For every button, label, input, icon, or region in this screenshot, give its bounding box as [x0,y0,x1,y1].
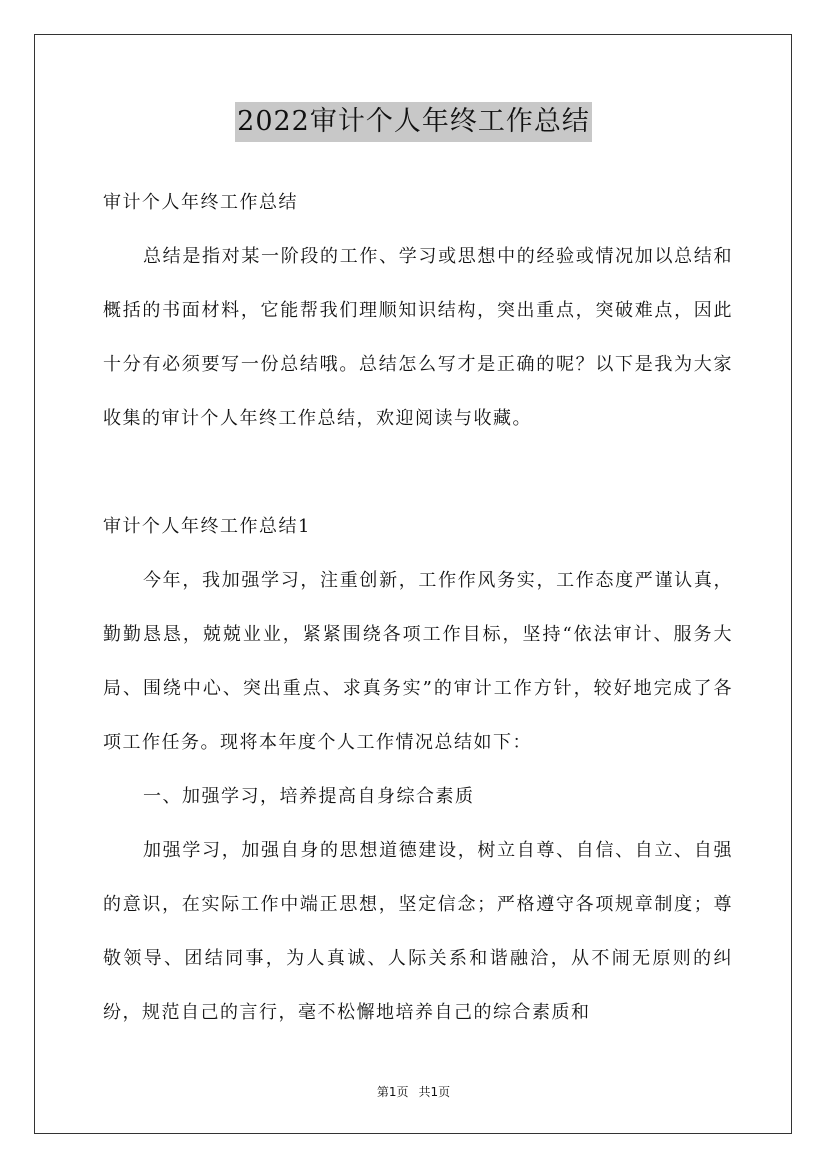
intro-paragraph: 总结是指对某一阶段的工作、学习或思想中的经验或情况加以总结和概括的书面材料，它能帮我们理顺知识结构，突出重点，突破难点，因此十分有必须要写一份总结哦。总结怎么写才是正确的呢？以下是我为大家收集的审计个人年终工作总结，欢迎阅读与收藏。 [103,246,733,429]
spacer [103,446,733,500]
sub-heading: 一、加强学习，培养提高自身综合素质 [143,786,475,807]
page-total: 共1页 [418,1085,451,1099]
section-heading: 审计个人年终工作总结1 [103,516,311,537]
body-paragraph: 加强学习，加强自身的思想道德建设，树立自尊、自信、自立、自强的意识，在实际工作中端正思想，坚定信念；严格遵守各项规章制度；尊敬领导、团结同事，为人真诚、人际关系和谐融洽，从不闹无原则的纠纷，规范自己的言行，毫不松懈地培养自己的综合素质和 [103,840,733,1023]
subtitle: 审计个人年终工作总结 [103,192,298,213]
body-paragraph: 今年，我加强学习，注重创新，工作作风务实，工作态度严谨认真，勤勤恳恳，兢兢业业，紧紧围绕各项工作目标，坚持“依法审计、服务大局、围绕中心、突出重点、求真务实”的审计工作方针，较好地完成了各项工作任务。现将本年度个人工作情况总结如下： [103,570,733,753]
title-wrap [0,102,827,142]
page-number: 第1页 [376,1085,409,1099]
document-body [103,176,733,1040]
page-footer [0,1083,827,1101]
document-title: 2022审计个人年终工作总结 [235,102,592,142]
